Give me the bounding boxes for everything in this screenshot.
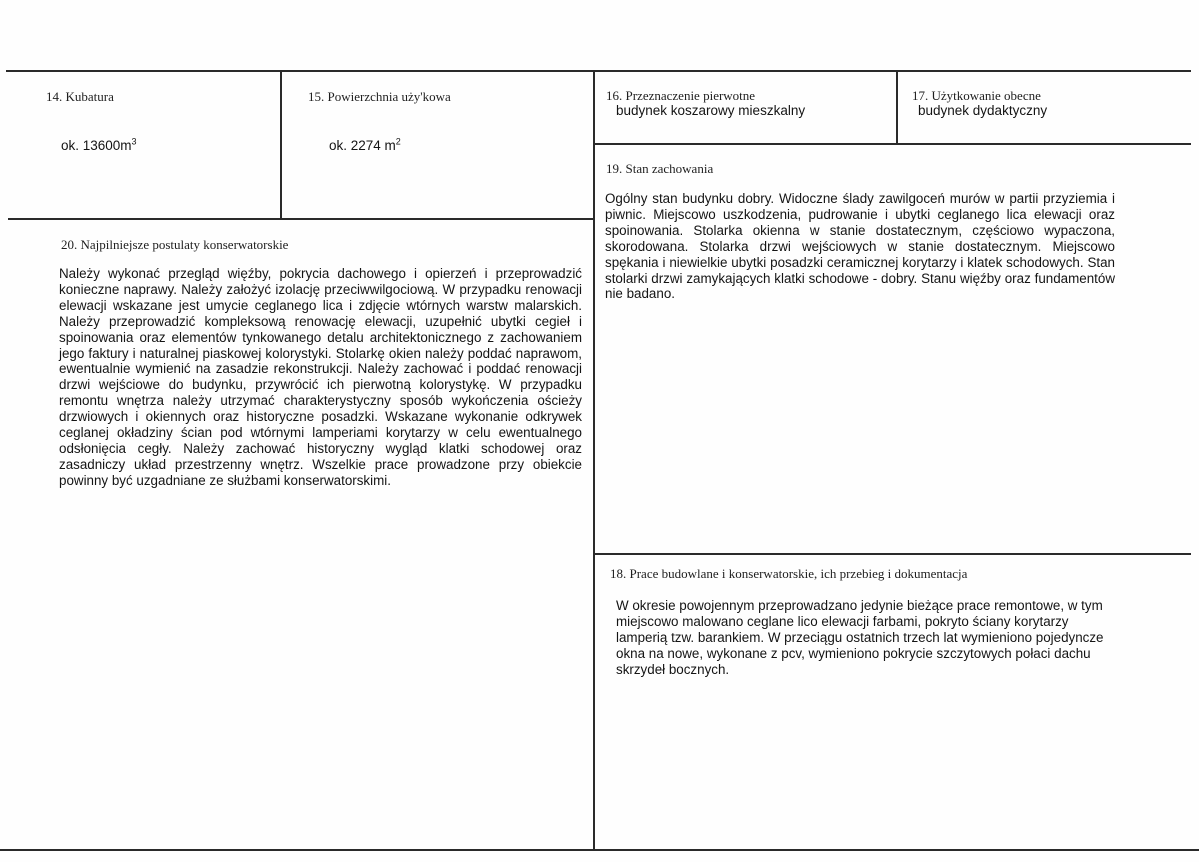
field-20-text: Należy wykonać przegląd więźby, pokrycia dachowego i opierzeń i przeprowadzić konieczne naprawy. Należy założyć izolację przeciwwilgociową. W przypadku renowacji elewacji wskazane jest umycie ceglanego lica i zdjęcie wtórnych warstw malarskich. Należy przeprowadzić kompleksową renowację elewacji, uzupełnić ubytki cegieł i spoinowania oraz elementów tynkowanego detalu architektonicznego z zachowaniem jego faktury i naturalnej piaskowej kolorystyki. Stolarkę okien należy poddać naprawom, ewentualnie wymienić na zasadzie rekonstrukcji. Należy zachować i poddać renowacji drzwi wejściowe do budynku, przywrócić ich pierwotną kolorystykę. W przypadku remontu wnętrza należy utrzymać charakterystyczny sposób wykończenia ościeży drzwiowych i okiennych oraz historyczne posadzki. Wskazane wykonanie odkrywek ceglanej okładziny ścian pod wtórnymi lamperiami korytarzy w celu ewentualnego odsłonięcia cegły. Należy zachować historyczny wygląd klatki schodowej oraz zasadniczy układ przestrzenny wnętrz. Wszelkie prace prowadzone przy obiekcie powinny być uzgadniane ze służbami konserwatorskimi. — [59, 266, 582, 488]
table-top-rule — [6, 70, 1191, 72]
area-unit-exponent: 2 — [395, 136, 401, 147]
field-20-label: 20. Najpilniejsze postulaty konserwatorskie — [61, 237, 289, 252]
cubature-unit-exponent: 3 — [131, 136, 137, 147]
field-16-value: budynek koszarowy mieszkalny — [616, 103, 806, 118]
column-divider-1 — [280, 71, 282, 219]
field-19-label: 19. Stan zachowania — [606, 161, 714, 176]
field-14-label: 14. Kubatura — [46, 89, 114, 104]
right-header-bottom-rule — [594, 143, 1191, 145]
field-14-value — [61, 138, 137, 154]
cubature-value: ok. 13600m — [61, 138, 132, 153]
field-15-value — [329, 138, 401, 154]
field-17-value: budynek dydaktyczny — [918, 103, 1048, 118]
right-lower-section-rule — [594, 553, 1191, 555]
field-19-text: Ogólny stan budynku dobry. Widoczne ślady zawilgoceń murów w partii przyziemia i piwnic. Miejscowo uszkodzenia, pudrowanie i ubytki ceglanego lica elewacji oraz spoinowania. Stolarka okienna w stanie dostatecznym, częściowo wypaczona, skorodowana. Stolarka drzwi wejściowych w stanie dostatecznym. Miejscowo spękania i niewielkie ubytki posadzki ceramicznej korytarzy i klatek schodowych. Stan stolarki drzwi zamykających klatki schodowe - dobry. Stanu więźby oraz fundamentów nie badano. — [605, 191, 1115, 302]
left-header-bottom-rule — [8, 218, 594, 220]
column-divider-3 — [896, 71, 898, 144]
field-17-label: 17. Użytkowanie obecne — [912, 88, 1041, 103]
field-15-label: 15. Powierzchnia uży'kowa — [308, 89, 451, 104]
column-divider-center — [593, 71, 595, 851]
field-18-text: W okresie powojennym przeprowadzano jedynie bieżące prace remontowe, w tym miejscowo malowano ceglane lico elewacji farbami, pokryto ściany korytarzy lamperią tzw. barankiem. W przeciągu ostatnich trzech lat wymieniono pojedyncze okna na nowe, wykonane z pcv, wymieniono pokrycie szczytowych połaci dachu skrzydeł bocznych. — [616, 598, 1104, 677]
area-value: ok. 2274 m — [329, 138, 396, 153]
field-18-label: 18. Prace budowlane i konserwatorskie, ich przebieg i dokumentacja — [610, 566, 968, 581]
field-16-label: 16. Przeznaczenie pierwotne — [606, 88, 756, 103]
table-bottom-rule — [0, 849, 1199, 851]
